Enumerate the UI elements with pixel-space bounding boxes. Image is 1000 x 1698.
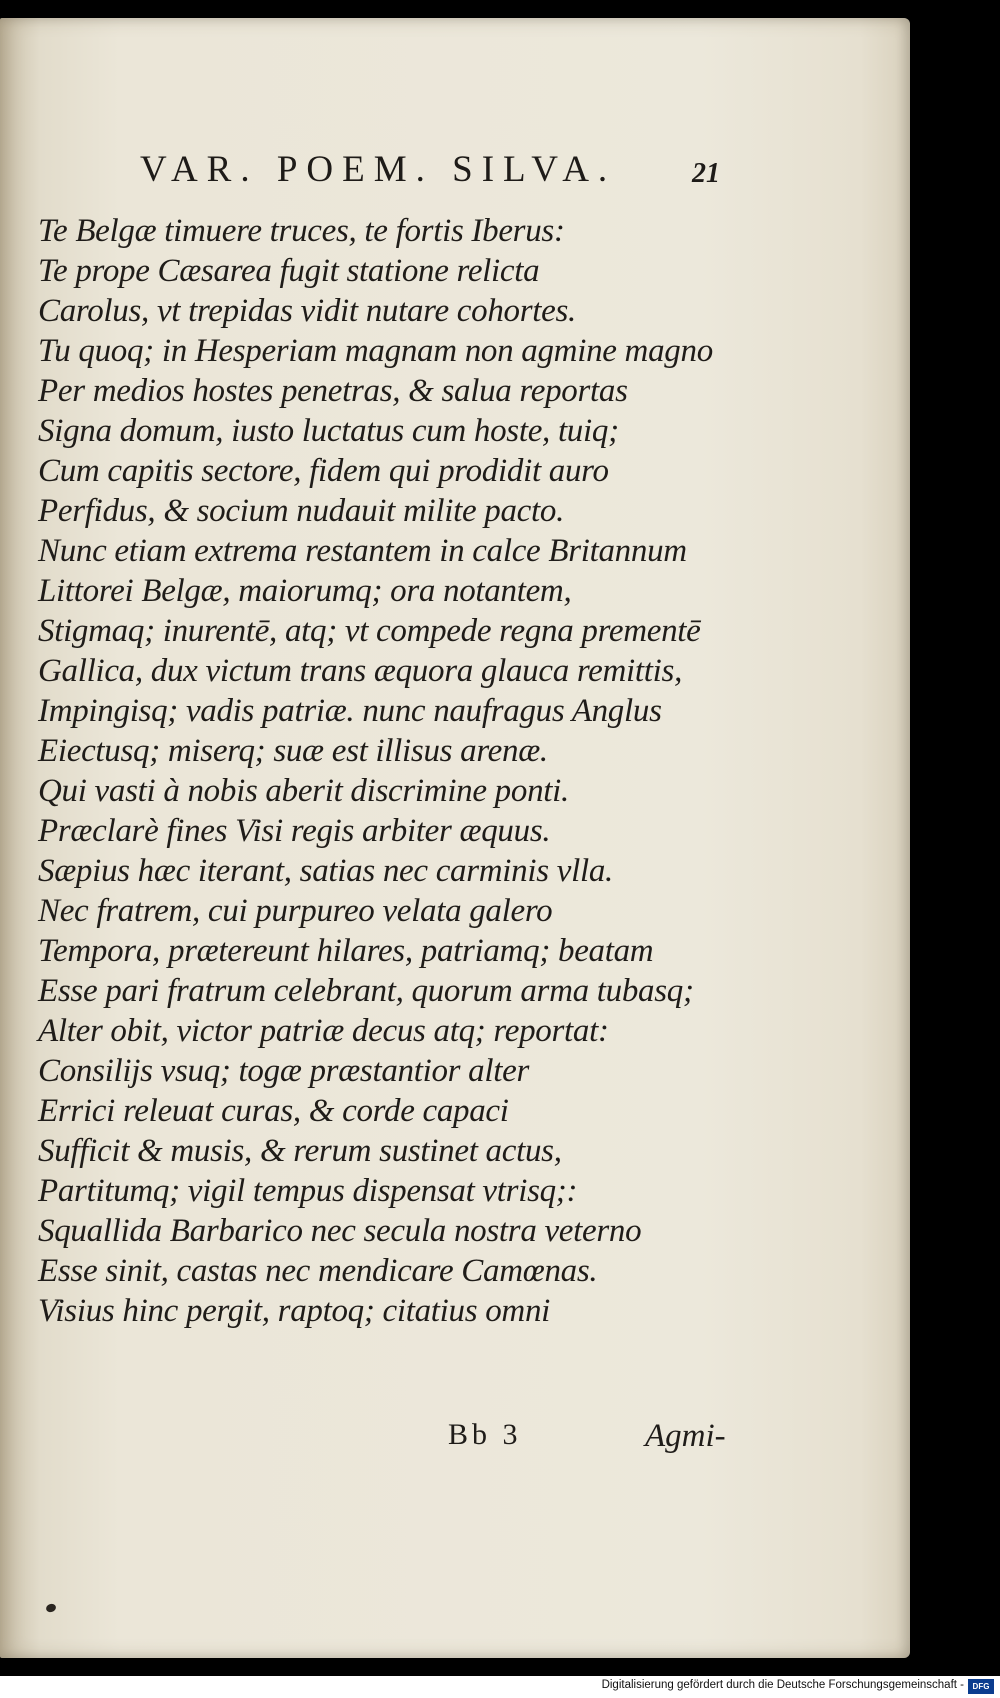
verse-line: Esse sinit, castas nec mendicare Camœnas. bbox=[38, 1253, 598, 1289]
verse-line: Te prope Cæsarea fugit statione relicta bbox=[38, 253, 540, 289]
verse-line: Impingisq; vadis patriæ. nunc naufragus Anglus bbox=[38, 693, 662, 729]
verse-line: Signa domum, iusto luctatus cum hoste, tuiq; bbox=[38, 413, 619, 449]
verse-line: Nunc etiam extrema restantem in calce Britannum bbox=[38, 533, 687, 569]
verse-line: Sufficit & musis, & rerum sustinet actus, bbox=[38, 1133, 562, 1169]
verse-line: Eiectusq; miserq; suæ est illisus arenæ. bbox=[38, 733, 548, 769]
verse-line: Te Belgæ timuere truces, te fortis Iberus: bbox=[38, 213, 565, 249]
verse-line: Cum capitis sectore, fidem qui prodidit auro bbox=[38, 453, 609, 489]
verse-line: Tu quoq; in Hesperiam magnam non agmine magno bbox=[38, 333, 713, 369]
verse-line: Perfidus, & socium nudauit milite pacto. bbox=[38, 493, 565, 529]
signature-mark: Bb 3 bbox=[448, 1418, 522, 1451]
folio-number: 21 bbox=[692, 158, 720, 189]
verse-line: Gallica, dux victum trans æquora glauca remittis, bbox=[38, 653, 683, 689]
verse-line: Visius hinc pergit, raptoq; citatius omni bbox=[38, 1293, 551, 1329]
catchword: Agmi- bbox=[645, 1418, 726, 1454]
verse-line: Littorei Belgæ, maiorumq; ora notantem, bbox=[38, 573, 572, 609]
digitization-footer bbox=[0, 1676, 1000, 1698]
dfg-logo-icon[interactable]: DFG bbox=[968, 1679, 994, 1694]
verse-line: Alter obit, victor patriæ decus atq; reportat: bbox=[38, 1013, 609, 1049]
verse-line: Nec fratrem, cui purpureo velata galero bbox=[38, 893, 553, 929]
verse-line: Sæpius hæc iterant, satias nec carminis vlla. bbox=[38, 853, 613, 889]
verse-line: Esse pari fratrum celebrant, quorum arma tubasq; bbox=[38, 973, 694, 1009]
running-head: VAR. POEM. SILVA. bbox=[140, 149, 617, 190]
verse-line: Consilijs vsuq; togæ præstantior alter bbox=[38, 1053, 529, 1089]
verse-line: Errici releuat curas, & corde capaci bbox=[38, 1093, 509, 1129]
verse-line: Stigmaq; inurentē, atq; vt compede regna prementē bbox=[38, 613, 701, 649]
verse-line: Squallida Barbarico nec secula nostra veterno bbox=[38, 1213, 642, 1249]
verse-line: Per medios hostes penetras, & salua reportas bbox=[38, 373, 628, 409]
verse-line: Carolus, vt trepidas vidit nutare cohortes. bbox=[38, 293, 576, 329]
book-page bbox=[0, 18, 910, 1658]
verse-line: Præclarè fines Visi regis arbiter æquus. bbox=[38, 813, 551, 849]
footer-credit: Digitalisierung gefördert durch die Deutsche Forschungsgemeinschaft - bbox=[601, 1679, 964, 1691]
verse-line: Qui vasti à nobis aberit discrimine ponti. bbox=[38, 773, 569, 809]
verse-line: Tempora, prætereunt hilares, patriamq; beatam bbox=[38, 933, 654, 969]
verse-line: Partitumq; vigil tempus dispensat vtrisq;: bbox=[38, 1173, 578, 1209]
